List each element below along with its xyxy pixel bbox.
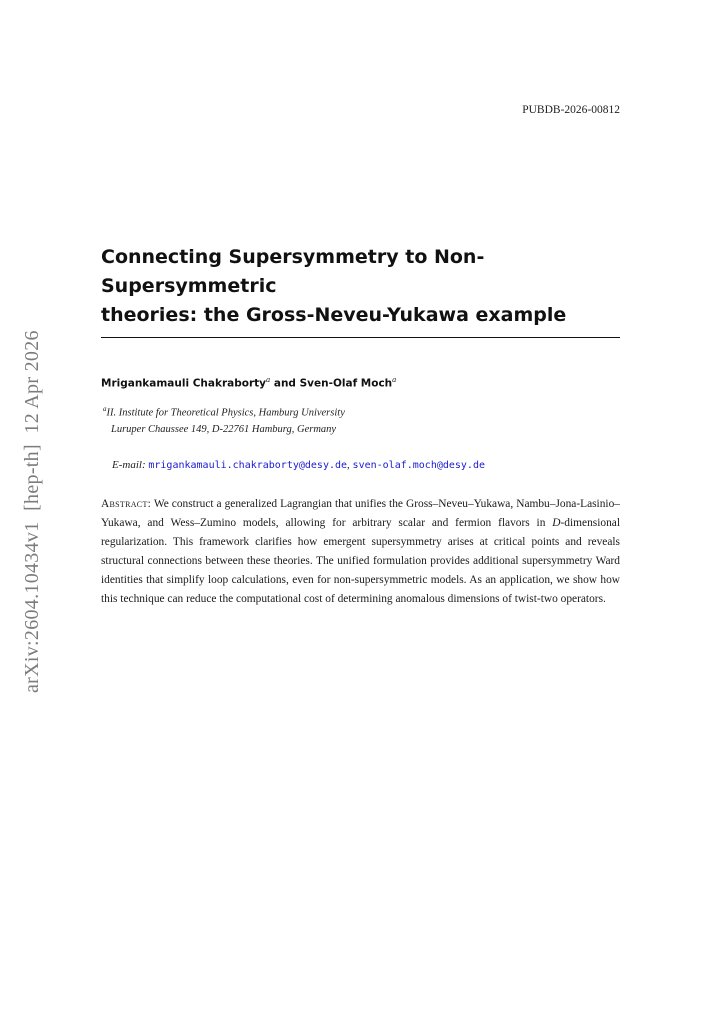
abstract-text: We construct a generalized Lagrangian that unifies the Gross–Neveu–Yukawa, Nambu–Jona-Lasinio–Yukawa, and Wess–Zumino models, allowing for arbitrary scalar and fermion flavors in xyxy=(101,498,620,529)
affiliation-marker: a xyxy=(266,376,271,384)
paper-title xyxy=(101,243,631,330)
author-list xyxy=(101,376,396,390)
affiliation-address: Luruper Chaussee 149, D-22761 Hamburg, Germany xyxy=(111,423,337,435)
author-name: Mrigankamauli Chakraborty xyxy=(101,377,267,390)
abstract-label: Abstract: xyxy=(101,498,152,510)
author-name: Sven-Olaf Moch xyxy=(299,377,393,390)
abstract-text: -dimensional regularization. This framework clarifies how emergent supersymmetry arises at critical points and reveals structural connections between these theories. The unified formulation provides additional supersymmetry Ward identities that simplify loop calculations, even for non-supersymmetric models. As an application, we show how this technique can reduce the computational cost of determining anomalous dimensions of twist-two operators. xyxy=(101,517,620,605)
email-line xyxy=(112,459,485,471)
abstract-math-symbol: D xyxy=(552,517,561,529)
affiliation-marker: a xyxy=(103,405,107,413)
author-conjunction: and xyxy=(273,377,296,390)
report-number: PUBDB-2026-00812 xyxy=(522,104,620,116)
paper-title-line-1: Connecting Supersymmetry to Non-Supersymmetric xyxy=(101,246,485,297)
affiliation-institute: II. Institute for Theoretical Physics, Hamburg University xyxy=(106,407,345,419)
abstract xyxy=(101,495,620,609)
affiliation-marker: a xyxy=(392,376,397,384)
title-divider xyxy=(101,337,620,338)
affiliation-block xyxy=(103,401,345,438)
email-link[interactable]: mrigankamauli.chakraborty@desy.de xyxy=(148,460,348,471)
email-separator: , xyxy=(347,459,350,471)
paper-title-line-2: theories: the Gross-Neveu-Yukawa example xyxy=(101,304,567,326)
arxiv-identifier-stamp: arXiv:2604.10434v1 [hep-th] 12 Apr 2026 xyxy=(21,330,43,693)
email-link[interactable]: sven-olaf.moch@desy.de xyxy=(352,460,485,471)
email-label: E-mail: xyxy=(112,459,146,471)
